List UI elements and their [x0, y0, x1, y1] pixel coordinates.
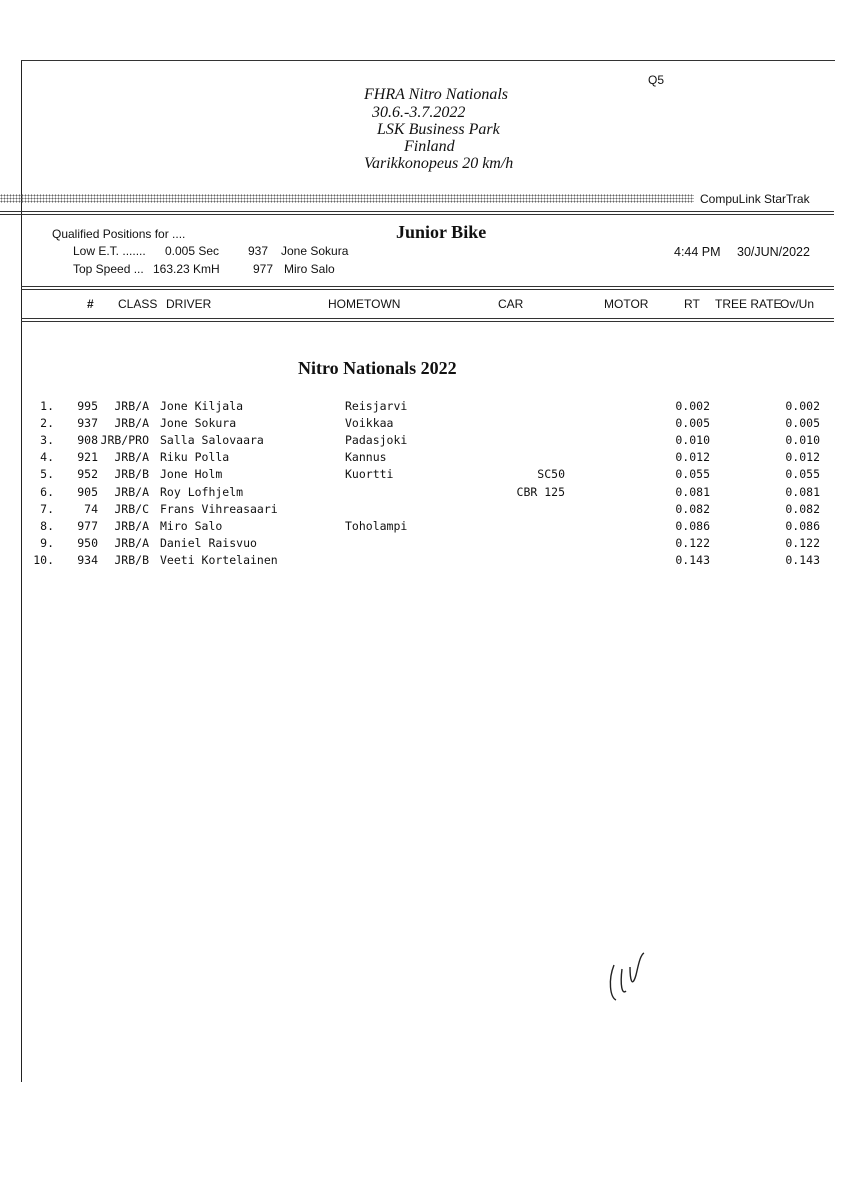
row-number: 934 [77, 552, 98, 567]
row-position: 8. [40, 518, 54, 533]
row-class: JRB/A [114, 399, 149, 413]
row-class: JRB/PRO [100, 433, 149, 448]
row-driver: Roy Lofhjelm [160, 484, 244, 499]
row-ovun: 0.082 [785, 501, 820, 516]
row-hometown: Voikkaa [345, 416, 394, 431]
top-speed-label: Top Speed ... [73, 262, 144, 276]
dotted-separator [0, 194, 694, 203]
event-pit-speed: Varikkonopeus 20 km/h [364, 155, 514, 172]
row-driver: Veeti Kortelainen [160, 552, 278, 567]
event-dates: 30.6.-3.7.2022 [372, 104, 466, 121]
row-ovun: 0.002 [785, 399, 820, 413]
row-number: 921 [77, 450, 98, 465]
column-rule-bottom-2 [21, 321, 834, 322]
event-title: FHRA Nitro Nationals [364, 86, 509, 103]
row-ovun: 0.122 [785, 535, 820, 550]
table-row [0, 416, 848, 433]
table-row [0, 519, 848, 536]
header-rule-1 [0, 211, 834, 212]
row-ovun: 0.086 [785, 518, 820, 533]
low-et-number: 937 [248, 244, 269, 258]
top-rule [21, 60, 835, 61]
row-class: JRB/A [114, 535, 149, 550]
event-country: Finland [404, 138, 455, 155]
row-ovun: 0.055 [785, 467, 820, 482]
row-rt: 0.005 [675, 416, 710, 431]
row-driver: Riku Polla [160, 450, 230, 465]
row-ovun: 0.143 [785, 552, 820, 567]
row-number: 977 [77, 518, 98, 533]
row-position: 9. [40, 535, 54, 550]
col-hometown: HOMETOWN [328, 297, 401, 311]
row-driver: Jone Holm [160, 467, 223, 482]
column-rule-bottom-1 [21, 318, 834, 319]
row-rt: 0.086 [675, 518, 710, 533]
col-car: CAR [498, 297, 524, 311]
row-class: JRB/B [114, 552, 149, 567]
row-hometown: Reisjarvi [345, 399, 408, 413]
row-car: CBR 125 [516, 484, 565, 499]
col-motor: MOTOR [604, 297, 649, 311]
row-rt: 0.081 [675, 484, 710, 499]
row-position: 4. [40, 450, 54, 465]
col-tree-rate: TREE RATE [715, 297, 782, 311]
table-row [0, 553, 848, 570]
row-class: JRB/B [114, 467, 149, 482]
row-rt: 0.012 [675, 450, 710, 465]
row-position: 6. [40, 484, 54, 499]
class-title: Junior Bike [396, 222, 487, 242]
signature [600, 945, 670, 1010]
section-title: Nitro Nationals 2022 [298, 358, 457, 378]
table-row [0, 399, 848, 416]
row-position: 1. [40, 399, 54, 413]
column-rule-top-2 [21, 289, 834, 290]
row-driver: Frans Vihreasaari [160, 501, 278, 516]
row-ovun: 0.010 [785, 433, 820, 448]
row-ovun: 0.081 [785, 484, 820, 499]
row-class: JRB/C [114, 501, 149, 516]
row-rt: 0.002 [675, 399, 710, 413]
row-hometown: Toholampi [345, 518, 408, 533]
table-row [0, 502, 848, 519]
row-hometown: Kannus [345, 450, 387, 465]
row-number: 905 [77, 484, 98, 499]
row-number: 908 [77, 433, 98, 448]
row-number: 74 [84, 501, 98, 516]
row-ovun: 0.005 [785, 416, 820, 431]
table-row [0, 536, 848, 553]
col-driver: DRIVER [166, 297, 212, 311]
table-row [0, 433, 848, 450]
row-driver: Daniel Raisvuo [160, 535, 257, 550]
row-position: 10. [33, 552, 54, 567]
report-time: 4:44 PM [674, 245, 721, 259]
top-speed-driver: Miro Salo [284, 262, 335, 276]
row-number: 952 [77, 467, 98, 482]
header-rule-2 [0, 214, 834, 215]
col-rt: RT [684, 297, 700, 311]
row-hometown: Kuortti [345, 467, 394, 482]
row-rt: 0.055 [675, 467, 710, 482]
qualified-label: Qualified Positions for .... [52, 227, 186, 241]
row-class: JRB/A [114, 518, 149, 533]
row-car: SC50 [537, 467, 565, 482]
col-number: # [87, 297, 94, 311]
row-position: 7. [40, 501, 54, 516]
row-position: 5. [40, 467, 54, 482]
row-ovun: 0.012 [785, 450, 820, 465]
q-label: Q5 [648, 73, 665, 87]
col-class: CLASS [118, 297, 158, 311]
row-driver: Jone Sokura [160, 416, 237, 431]
row-rt: 0.010 [675, 433, 710, 448]
row-hometown: Padasjoki [345, 433, 408, 448]
row-rt: 0.122 [675, 535, 710, 550]
table-row [0, 485, 848, 502]
low-et-value: 0.005 Sec [165, 244, 220, 258]
row-number: 950 [77, 535, 98, 550]
top-speed-number: 977 [253, 262, 274, 276]
column-rule-top-1 [21, 286, 834, 287]
row-number: 995 [77, 399, 98, 413]
row-position: 3. [40, 433, 54, 448]
brand-label: CompuLink StarTrak [700, 192, 810, 206]
row-position: 2. [40, 416, 54, 431]
table-row [0, 450, 848, 467]
table-row [0, 467, 848, 484]
row-driver: Jone Kiljala [160, 399, 244, 413]
top-speed-value: 163.23 KmH [153, 262, 220, 276]
row-class: JRB/A [114, 416, 149, 431]
report-date: 30/JUN/2022 [737, 245, 810, 259]
row-class: JRB/A [114, 450, 149, 465]
row-class: JRB/A [114, 484, 149, 499]
col-ovun: Ov/Un [780, 297, 815, 311]
row-driver: Miro Salo [160, 518, 223, 533]
low-et-driver: Jone Sokura [281, 244, 349, 258]
low-et-label: Low E.T. ....... [73, 244, 146, 258]
event-venue: LSK Business Park [377, 121, 500, 138]
row-rt: 0.143 [675, 552, 710, 567]
row-number: 937 [77, 416, 98, 431]
row-driver: Salla Salovaara [160, 433, 264, 448]
row-rt: 0.082 [675, 501, 710, 516]
